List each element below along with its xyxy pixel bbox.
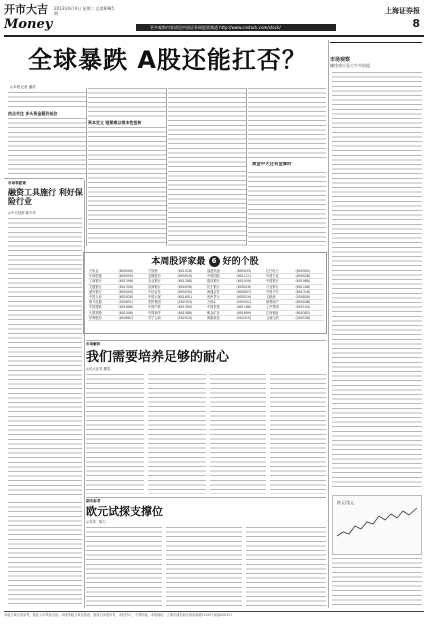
table-cell: (600837) <box>236 289 252 294</box>
table-cell: 贵州茅台 <box>207 294 220 299</box>
right-mid-column <box>248 172 326 246</box>
dateline: 2013年6月4日 星期二 总第6985期 <box>54 6 114 16</box>
table-cell: (600036) <box>177 284 193 289</box>
table-cell: 中国中铁 <box>148 305 161 310</box>
left-feature-title: 融资工具施行 利好保险行业 <box>8 187 83 206</box>
lead-column-1 <box>8 92 86 108</box>
web-banner-text: 更多观察内容请见中国证券网股票频道 http://www.cnstock.com/stock/ <box>150 25 281 30</box>
table-cell: 格力电器 <box>89 300 102 305</box>
mid-tag-wrap <box>86 342 186 348</box>
page-header <box>4 4 424 34</box>
table-cell: 中国石化 <box>266 274 279 279</box>
table-cell: (600900) <box>295 269 311 273</box>
lead-text-1a <box>8 92 86 108</box>
table-title-pre: 本周股评家最 <box>151 257 206 267</box>
web-banner[interactable] <box>136 24 336 31</box>
table-cell: (601668) <box>118 305 134 310</box>
lead-byline: ◎本报记者 潘洪 <box>10 85 36 89</box>
left-bottom-text <box>8 502 82 608</box>
right-column-subtitle: 赚钱效应是大牛市前提 <box>330 63 370 68</box>
table-cell: 中国太保 <box>148 294 161 299</box>
table-cell: (601166) <box>295 284 311 289</box>
table-cell: (600050) <box>118 274 134 279</box>
newspaper-brand: 上海证券报 <box>385 6 420 15</box>
bottom-column-2 <box>166 527 242 607</box>
table-cell: 海康威视 <box>207 315 220 320</box>
mid-byline: ◎光大证券 滕泰 <box>86 367 111 371</box>
column-rule <box>86 88 87 246</box>
mid-text-2 <box>148 374 206 494</box>
table-row <box>88 316 324 321</box>
table-cell: 保利地产 <box>266 300 279 305</box>
left-feature-head <box>8 181 84 209</box>
table-cell: (601390) <box>177 305 193 310</box>
table-cell: 紫金矿业 <box>207 310 220 315</box>
section-name: Money <box>4 17 53 32</box>
lead-subhead-1: 热点关注 多头资金疑仍低位 <box>8 111 58 116</box>
table-cell: (000538) <box>295 315 311 320</box>
table-cell: 长江电力 <box>266 269 279 273</box>
table-cell: (601288) <box>177 279 193 284</box>
table-cell: 万家金 <box>89 269 99 273</box>
table-cell: 民生银行 <box>207 284 220 289</box>
mid-column-2 <box>148 374 206 494</box>
table-cell: 中国平安 <box>266 289 279 294</box>
right-column-body-2 <box>332 558 422 608</box>
lead-headline: 全球暴跌 A股还能扛否？ <box>28 46 307 74</box>
table-cell: 江西铜业 <box>266 310 279 315</box>
table-cell: 工商银行 <box>89 279 102 284</box>
section-rule <box>4 178 84 179</box>
right-mid-title: 黄金中天还有金牌时 <box>252 162 292 167</box>
lead-subhead-2: 资本定义 短期难以根本性扭转 <box>88 120 142 125</box>
mid-text-1 <box>86 374 144 494</box>
table-cell: 中国银行 <box>266 279 279 284</box>
bottom-column-1 <box>86 527 162 607</box>
table-cell: 上汽集团 <box>266 305 279 310</box>
page-footer: 本版文章仅供参考，据此入市风险自担。本版所载文章及图表，版权归本报所有，未经许可，不得转载。本报地址：上海市浦东新区杨高南路1100号 邮编200127 <box>4 611 424 623</box>
right-column-title: 市场观察 <box>330 57 351 63</box>
table-cell: 中国联通 <box>89 274 102 279</box>
lead-text-1b <box>8 118 86 176</box>
left-feature-tag: 市场零距离 <box>8 181 26 185</box>
table-cell: (000002) <box>236 300 252 305</box>
column-rule <box>166 88 167 246</box>
mid-headline: 我们需要培养足够的耐心 <box>86 350 230 365</box>
mid-column-1 <box>86 374 144 494</box>
stock-pick-grid <box>88 269 324 331</box>
bottom-text-3 <box>246 527 326 607</box>
column-rule <box>84 180 85 608</box>
table-cell: (601328) <box>118 284 134 289</box>
table-cell: 福建高速 <box>207 269 220 273</box>
bottom-text-1 <box>86 527 162 607</box>
table-cell: 苏宁云商 <box>148 315 161 320</box>
fx-chart-line <box>337 508 417 536</box>
table-cell: (002024) <box>177 315 193 320</box>
mid-tag: 市场解析 <box>86 342 101 346</box>
table-cell: (000333) <box>177 300 193 305</box>
lead-text-4 <box>248 88 326 158</box>
right-column-text-2 <box>332 558 422 608</box>
right-mid-title-wrap <box>252 162 326 170</box>
mid-text-3 <box>210 374 266 494</box>
column-rule <box>328 40 329 608</box>
table-cell: (600362) <box>295 310 311 315</box>
table-cell: (601088) <box>177 310 193 315</box>
table-cell: (600519) <box>236 294 252 299</box>
lead-text-2b <box>88 127 166 245</box>
right-column-bar <box>330 42 422 43</box>
table-cell: (600030) <box>177 289 193 294</box>
table-cell: (600000) <box>118 289 134 294</box>
lead-column-4 <box>248 88 326 158</box>
table-cell: 宁波港 <box>148 269 158 273</box>
table-cell: (601899) <box>236 310 252 315</box>
fx-chart <box>332 495 422 555</box>
table-cell: (601018) <box>177 269 193 273</box>
table-cell: 五粮液 <box>266 294 276 299</box>
lead-text-3 <box>168 88 246 246</box>
table-cell: (601111) <box>236 274 252 279</box>
table-cell: (600104) <box>295 305 311 310</box>
bottom-headline: 欧元试探支撑位 <box>86 505 163 518</box>
right-mid-text <box>248 172 326 246</box>
lead-subhead-2-wrap <box>88 120 166 126</box>
lead-subhead-1-wrap <box>8 111 86 117</box>
table-cell: (601398) <box>118 279 134 284</box>
table-cell: 中国建筑 <box>89 305 102 310</box>
lead-column-2b <box>88 127 166 245</box>
mid-byline-wrap <box>86 367 186 373</box>
right-column-text <box>332 72 422 490</box>
bottom-tag: 期市参考 <box>86 499 101 503</box>
table-cell: 招商银行 <box>148 284 161 289</box>
table-title-circle: 6 <box>209 256 220 267</box>
left-feature-byline-wrap <box>8 211 84 217</box>
left-feature-byline: ◎中大投资 陈平华 <box>8 211 36 215</box>
table-cell: (601628) <box>118 294 134 299</box>
table-cell: (600016) <box>236 284 252 289</box>
table-cell: 兴业银行 <box>266 284 279 289</box>
left-feature-body <box>8 218 82 498</box>
table-cell: 农业银行 <box>148 279 161 284</box>
table-cell: (600000) <box>118 269 134 273</box>
lead-column-1b <box>8 118 86 176</box>
bottom-text-2 <box>166 527 242 607</box>
lead-text-2a <box>88 88 166 118</box>
mid-column-3 <box>210 374 266 494</box>
table-cell: 中国国航 <box>207 274 220 279</box>
table-cell: 中信证券 <box>148 289 161 294</box>
table-cell: 宝钢股份 <box>148 274 161 279</box>
left-feature-text <box>8 218 82 498</box>
header-rule <box>4 35 424 37</box>
section-rule <box>86 497 326 498</box>
table-cell: 伊利股份 <box>89 315 102 320</box>
masthead: 开市大吉 <box>4 3 48 16</box>
table-cell: (600048) <box>295 300 311 305</box>
table-cell: (002415) <box>236 315 252 320</box>
lead-column-3 <box>168 88 246 246</box>
table-cell: 云南白药 <box>266 315 279 320</box>
section-rule <box>86 340 326 341</box>
table-cell: 美的集团 <box>148 300 161 305</box>
right-column-body <box>332 72 422 490</box>
bottom-byline-wrap <box>86 520 186 526</box>
table-cell: (000858) <box>295 294 311 299</box>
table-cell: (600028) <box>295 274 311 279</box>
left-bottom-column <box>8 502 82 608</box>
bottom-byline: ◎安邦 · 陈力 <box>86 520 106 524</box>
table-cell: 海通证券 <box>207 289 220 294</box>
table-cell: 中国铁建 <box>207 305 220 310</box>
bottom-column-3 <box>246 527 326 607</box>
table-title-post: 好的个股 <box>222 257 259 267</box>
table-cell: (000651) <box>118 300 134 305</box>
page-number: 8 <box>412 17 420 30</box>
stock-pick-table-title <box>84 254 326 267</box>
table-cell: (600019) <box>177 274 193 279</box>
table-cell: (601601) <box>177 294 193 299</box>
table-cell: 中国神华 <box>148 310 161 315</box>
fx-chart-label: 欧元/美元 <box>337 500 355 505</box>
table-cell: 中国人寿 <box>89 294 102 299</box>
table-cell: 建设银行 <box>207 279 220 284</box>
table-cell: 交通银行 <box>89 284 102 289</box>
table-cell: (601988) <box>295 279 311 284</box>
table-cell: 浦发银行 <box>89 289 102 294</box>
table-cell: 万科A <box>207 300 216 305</box>
table-cell: 大秦铁路 <box>89 310 102 315</box>
table-cell: (601186) <box>236 305 252 310</box>
table-cell: (600887) <box>118 315 134 320</box>
stock-pick-table <box>83 252 327 334</box>
table-cell: (600033) <box>236 269 252 273</box>
table-cell: (601006) <box>118 310 134 315</box>
mid-column-4 <box>270 374 326 494</box>
mid-text-4 <box>270 374 326 494</box>
column-rule <box>246 88 247 246</box>
table-cell: (601318) <box>295 289 311 294</box>
fx-chart-svg <box>333 496 423 556</box>
lead-column-2 <box>88 88 166 118</box>
table-cell: (601939) <box>236 279 252 284</box>
